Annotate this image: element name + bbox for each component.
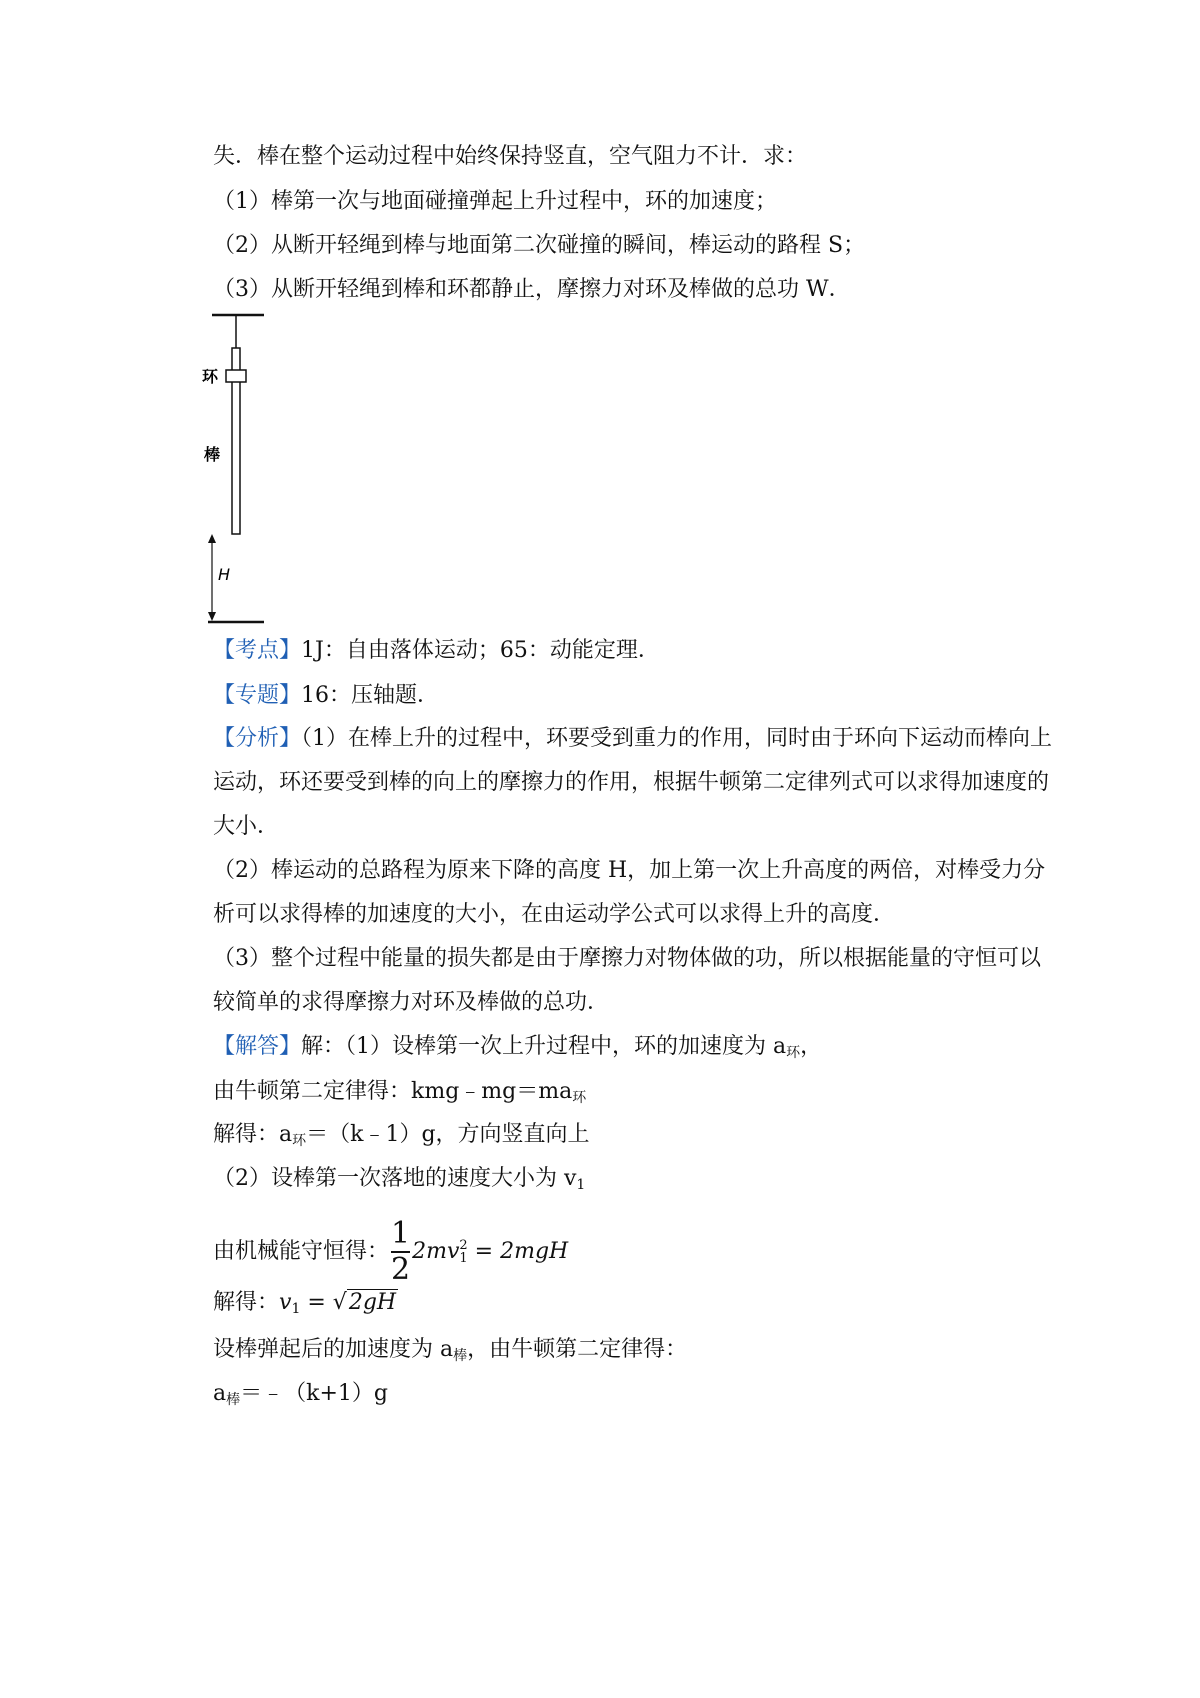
zhuanti-line	[213, 681, 1033, 711]
question-1: （1）棒第一次与地面碰撞弹起上升过程中，环的加速度；	[213, 189, 777, 214]
ring-label: 环	[202, 367, 219, 386]
fenxi-line-2: 运动，环还要受到棒的向上的摩擦力的作用，根据牛顿第二定律列式可以求得加速度的	[213, 770, 1050, 795]
arrow-down-head	[208, 612, 216, 621]
zhuanti-text: 16：压轴题．	[301, 683, 440, 708]
kaodian-line	[213, 636, 1033, 666]
jieda-line-3	[213, 1120, 1033, 1156]
problem-text-line: 失．棒在整个运动过程中始终保持竖直，空气阻力不计．求：	[213, 144, 808, 169]
ring-shape	[226, 370, 246, 382]
jieda-pre-3: 解得：a	[213, 1122, 293, 1147]
jieda-text-1: 解：（1）设棒第一次上升过程中，环的加速度为 a	[301, 1034, 787, 1059]
question-3: （3）从断开轻绳到棒和环都静止，摩擦力对环及棒做的总功 W．	[213, 277, 851, 302]
jieda-text-7a: 设棒弹起后的加速度为 a	[213, 1337, 454, 1362]
jieda-line-1	[213, 1032, 1033, 1068]
fenxi-line-3: 大小．	[213, 814, 280, 839]
jieda-line-8	[213, 1379, 1033, 1415]
fenxi-text-1: （1）在棒上升的过程中，环要受到重力的作用，同时由于环向下运动而棒向上	[301, 726, 1053, 751]
jieda-sub-7: 棒	[453, 1348, 468, 1364]
jieda-line-7	[213, 1335, 1033, 1371]
jieda-line-4	[213, 1164, 1033, 1200]
jieda-line-6: 解得：$v_1 = √2gH$	[213, 1290, 397, 1317]
jieda-text-6: 解得：	[213, 1290, 280, 1315]
fenxi-line-7: 较简单的求得摩擦力对环及棒做的总功．	[213, 990, 610, 1015]
jieda-end-1: ，	[800, 1034, 823, 1059]
fenxi-line-6: （3）整个过程中能量的损失都是由于摩擦力对物体做的功，所以根据能量的守恒可以	[213, 946, 1041, 971]
fenxi-line-5: 析可以求得棒的加速度的大小，在由运动学公式可以求得上升的高度．	[213, 902, 896, 927]
jieda-text-3: ＝（k﹣1）g，方向竖直向上	[306, 1122, 590, 1147]
jieda-pre-8: a	[213, 1381, 227, 1406]
kaodian-tag: 【考点】	[213, 638, 302, 663]
zhuanti-tag: 【专题】	[213, 683, 302, 708]
arrow-up-head	[208, 534, 216, 543]
jieda-text-7b: ，由牛顿第二定律得：	[467, 1337, 688, 1362]
jieda-sub-2: 环	[572, 1090, 587, 1106]
fenxi-line-1	[213, 724, 1053, 754]
jieda-line-5	[213, 1212, 1033, 1292]
fraction-one-half: $\frac{1}{2}$	[391, 1216, 411, 1287]
ring-rod-figure	[200, 312, 320, 642]
fenxi-tag: 【分析】	[213, 726, 302, 751]
energy-equation: 2mv 2 1 = 2mgH	[412, 1238, 569, 1266]
jieda-text-2: 由牛顿第二定律得：kmg﹣mg＝ma	[213, 1079, 573, 1104]
jieda-sub-8: 棒	[226, 1392, 241, 1408]
jieda-line-2	[213, 1077, 1033, 1113]
v1-subscript: 1	[291, 1301, 301, 1317]
rod-label: 棒	[204, 445, 221, 464]
sqrt-radicand: 2gH	[348, 1290, 397, 1315]
question-2: （2）从断开轻绳到棒与地面第二次碰撞的瞬间，棒运动的路程 S；	[213, 233, 866, 258]
fenxi-line-4: （2）棒运动的总路程为原来下降的高度 H，加上第一次上升高度的两倍，对棒受力分	[213, 858, 1046, 883]
v1-symbol: v	[279, 1290, 292, 1315]
kaodian-text: 1J：自由落体运动；65：动能定理．	[301, 638, 660, 663]
jieda-sub-1: 环	[786, 1045, 801, 1061]
jieda-sub-4: 1	[576, 1177, 586, 1193]
jieda-sub-3: 环	[292, 1133, 307, 1149]
jieda-text-5: 由机械能守恒得：	[213, 1239, 390, 1264]
sqrt-sign: √	[332, 1290, 347, 1315]
jieda-text-4: （2）设棒第一次落地的速度大小为 v	[213, 1166, 577, 1191]
height-label: H	[218, 565, 231, 584]
jieda-text-8: ＝﹣（k+1）g	[240, 1381, 388, 1406]
jieda-tag: 【解答】	[213, 1034, 302, 1059]
